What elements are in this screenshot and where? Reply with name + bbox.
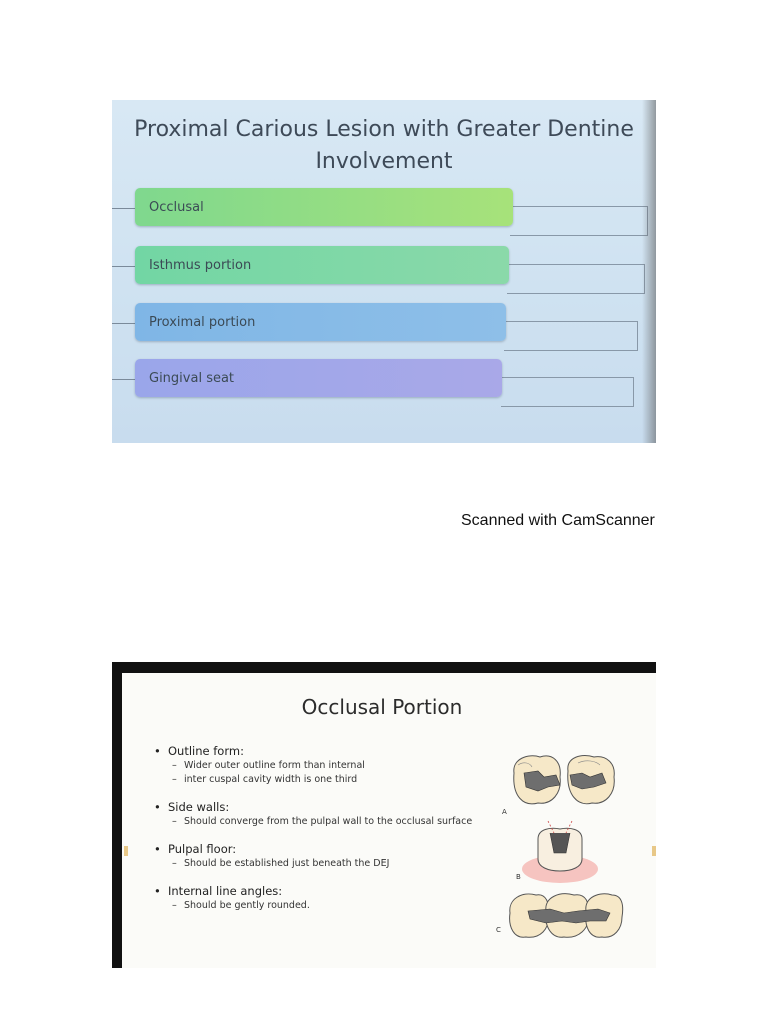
connector-line: [112, 208, 136, 209]
bullet-heading: • Outline form:: [154, 743, 514, 759]
sub-bullet-text: Should be established just beneath the DEJ: [184, 858, 390, 869]
sub-bullet: – Wider outer outline form than internal: [172, 760, 365, 771]
list-item-occlusal: [112, 188, 656, 228]
bullet-internal-line-angles: [154, 883, 514, 913]
left-edge-marker: [124, 846, 128, 856]
figure-label-c: C: [496, 926, 501, 934]
bullet-heading: • Side walls:: [154, 799, 514, 815]
item-label: Proximal portion: [149, 314, 256, 330]
tooth-figure-c: [506, 887, 624, 945]
bullet-heading: • Internal line angles:: [154, 883, 514, 899]
sub-bullet: – Should converge from the pulpal wall to the occlusal surface: [172, 816, 473, 827]
sub-bullet: – Should be established just beneath the DEJ: [172, 858, 390, 869]
item-pill: [135, 188, 513, 226]
outline-box: [507, 264, 645, 294]
connector-line: [112, 323, 136, 324]
item-label: Occlusal: [149, 199, 204, 215]
connector-line: [112, 266, 136, 267]
sub-bullet-text: Should converge from the pulpal wall to the occlusal surface: [184, 816, 473, 827]
item-label: Gingival seat: [149, 370, 235, 386]
list-item-proximal-portion: [112, 303, 656, 343]
tooth-figure-b: [520, 819, 600, 883]
sub-bullet: – Should be gently rounded.: [172, 900, 310, 911]
right-edge-marker: [652, 846, 656, 856]
sub-bullet-text: Wider outer outline form than internal: [184, 760, 365, 771]
slide-title: [112, 114, 656, 178]
slide-proximal-carious-lesion: [112, 100, 656, 443]
slide-title-line-1: Proximal Carious Lesion with Greater Dentine: [134, 117, 634, 142]
figure-label-b: B: [516, 873, 521, 881]
figure-label-a: A: [502, 808, 507, 816]
item-pill: [135, 246, 509, 284]
bullet-heading: • Pulpal floor:: [154, 841, 514, 857]
list-item-gingival-seat: [112, 359, 656, 399]
bullet-list: [154, 743, 514, 925]
bullet-outline-form: [154, 743, 514, 787]
bullet-pulpal-floor: [154, 841, 514, 871]
slide-title: Occlusal Portion: [301, 695, 463, 719]
tooth-figure-a: [508, 751, 620, 815]
list-item-isthmus-portion: [112, 246, 656, 286]
sub-bullet-text: Should be gently rounded.: [184, 900, 310, 911]
outline-box: [510, 206, 648, 236]
scan-watermark-text: Scanned with CamScanner: [461, 512, 655, 529]
item-pill: [135, 303, 506, 341]
edge-shadow: [642, 100, 656, 443]
item-pill: [135, 359, 502, 397]
slide-content: [122, 673, 656, 968]
bullet-side-walls: [154, 799, 514, 829]
sub-bullet: – inter cuspal cavity width is one third: [172, 774, 358, 785]
slide-title-line-2: Involvement: [315, 149, 453, 174]
connector-line: [112, 379, 136, 380]
outline-box: [504, 321, 638, 351]
slide-occlusal-portion: [112, 662, 656, 968]
sub-bullet-text: inter cuspal cavity width is one third: [184, 774, 358, 785]
outline-box: [501, 377, 634, 407]
item-label: Isthmus portion: [149, 257, 252, 273]
